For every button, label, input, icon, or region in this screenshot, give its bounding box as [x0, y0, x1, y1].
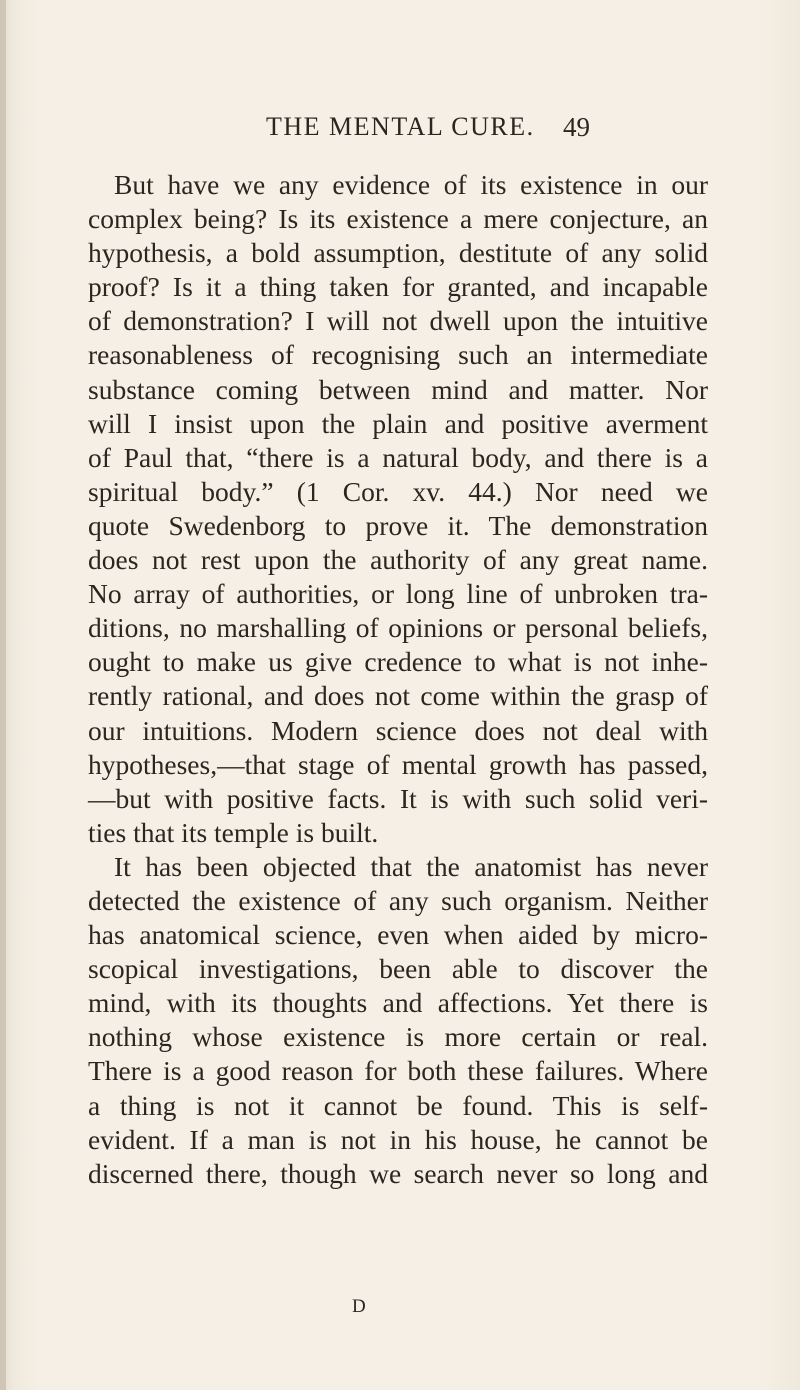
text-line: has anatomical science, even when aided by micro- — [88, 919, 708, 951]
text-line: hypotheses,—that stage of mental growth has passed, — [88, 748, 708, 780]
text-line: will I insist upon the plain and positive averment — [88, 407, 708, 439]
text-line: But have we any evidence of its existence in our — [114, 169, 708, 200]
text-line: It has been objected that the anatomist has never — [114, 850, 708, 882]
text-line: of demonstration? I will not dwell upon the intuitive — [88, 305, 708, 337]
text-line: nothing whose existence is more certain or real. — [88, 1021, 708, 1053]
text-line: does not rest upon the authority of any great name. — [88, 544, 708, 576]
text-line: ties that its temple is built. — [88, 816, 379, 848]
text-line: of Paul that, “there is a natural body, and there is a — [88, 441, 708, 473]
text-line: reasonableness of recognising such an intermediate — [88, 339, 708, 371]
text-line: No array of authorities, or long line of unbroken tra- — [88, 578, 708, 610]
running-head: THE MENTAL CURE. — [266, 112, 535, 141]
text-line: discerned there, though we search never so long and — [88, 1157, 708, 1189]
binding-edge — [0, 0, 6, 1390]
text-line: rently rational, and does not come within the grasp of — [88, 680, 708, 712]
page-number: 49 — [563, 112, 590, 142]
text-line: —but with positive facts. It is with such solid veri- — [88, 782, 708, 814]
text-line: ought to make us give credence to what is not inhe- — [88, 646, 708, 678]
text-line: mind, with its thoughts and affections. Yet there is — [88, 987, 708, 1019]
page-header — [0, 112, 800, 152]
text-line: ditions, no marshalling of opinions or personal beliefs, — [88, 612, 708, 644]
text-line: detected the existence of any such organism. Neither — [88, 884, 708, 916]
text-line: complex being? Is its existence a mere conjecture, an — [88, 203, 708, 235]
text-line: hypothesis, a bold assumption, destitute of any solid — [88, 237, 708, 269]
text-line: substance coming between mind and matter. Nor — [88, 373, 708, 405]
signature-mark: D — [352, 1296, 367, 1317]
text-line: proof? Is it a thing taken for granted, and incapable — [88, 271, 708, 303]
body-text — [88, 168, 708, 1191]
text-line: a thing is not it cannot be found. This is self- — [88, 1089, 708, 1121]
text-line: evident. If a man is not in his house, he cannot be — [88, 1123, 708, 1155]
text-line: There is a good reason for both these failures. Where — [88, 1055, 708, 1087]
text-line: scopical investigations, been able to discover the — [88, 953, 708, 985]
text-line: quote Swedenborg to prove it. The demonstration — [88, 509, 708, 541]
text-line: our intuitions. Modern science does not deal with — [88, 714, 708, 746]
text-line: spiritual body.” (1 Cor. xv. 44.) Nor need we — [88, 475, 708, 507]
